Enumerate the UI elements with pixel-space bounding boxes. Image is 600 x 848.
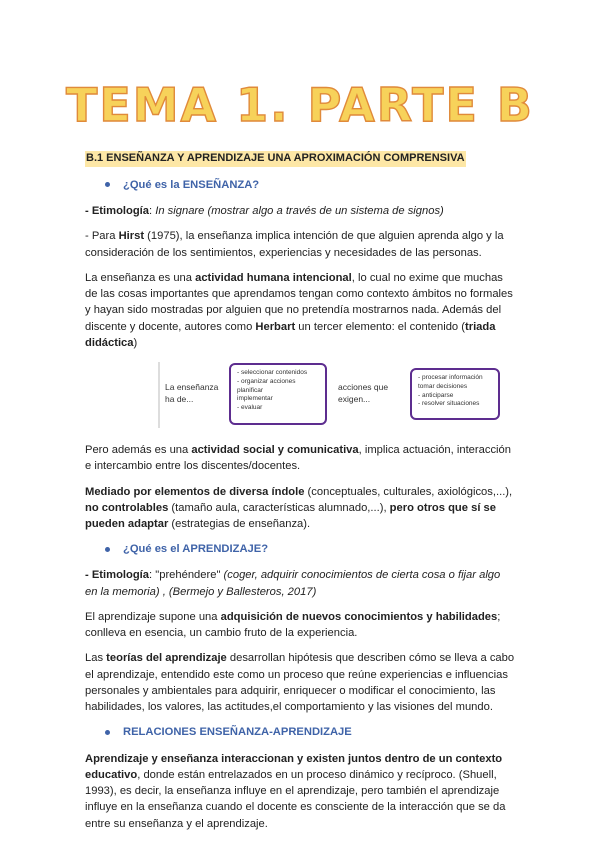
paragraph-relaciones: Aprendizaje y enseñanza interaccionan y existen juntos dentro de un contexto educativo, donde están entrelazados en un proceso dinámico y recíproco. (Shuell, 1993), es decir, la enseñanza influye en el aprendizaje, pero también el aprendizaje influye en la enseñanza cuando el docente es consciente de la interacción que se da entre su enseñanza y el aprendizaje. (85, 752, 506, 830)
diagram-divider (158, 362, 160, 428)
paragraph-actividad-social: Pero además es una actividad social y comunicativa, implica actuación, interacción e intercambio entre los discentes/docentes. (85, 444, 511, 473)
section-heading: B.1 ENSEÑANZA Y APRENDIZAJE UNA APROXIMACIÓN COMPRENSIVA (85, 151, 466, 167)
question-ensenanza: ¿Qué es la ENSEÑANZA? (105, 177, 515, 193)
paragraph-mediado: Mediado por elementos de diversa índole (conceptuales, culturales, axiológicos,...), no controlables (tamaño aula, características alumnado,...), pero otros que sí se pueden adaptar (estrategias de enseñanza). (85, 485, 513, 530)
paragraph-adquisicion: El aprendizaje supone una adquisición de nuevos conocimientos y habilidades; conlleva en esencia, un cambio fruto de la experiencia. (85, 610, 501, 640)
question-aprendizaje: ¿Qué es el APRENDIZAJE? (105, 541, 515, 557)
paragraph-hirst: - Para Hirst (1975), la enseñanza implica intención de que alguien aprenda algo y la consideración de los sentimientos, experiencias y necesidades de las personas. (85, 230, 504, 259)
paragraph-etimologia-1: - Etimología: In signare (mostrar algo a través de un sistema de signos) (85, 205, 444, 218)
ensenanza-diagram (85, 360, 515, 432)
diagram-box-actions: - seleccionar contenidos - organizar acciones planificar implementar - evaluar (229, 363, 327, 425)
page-title: TEMA 1. PARTE B (65, 78, 534, 132)
bullet-icon (105, 547, 110, 552)
bullet-icon (105, 730, 110, 735)
document-body (85, 150, 515, 841)
paragraph-etimologia-2: - Etimología: "prehéndere" (coger, adquirir conocimientos de cierta cosa o fijar algo en la memoria) , (Bermejo y Ballesteros, 2017) (85, 569, 501, 598)
paragraph-teorias: Las teorías del aprendizaje desarrollan hipótesis que describen cómo se lleva a cabo el aprendizaje, entendido este como un proceso que reúne experiencias e influencias personales y ambientales para adquirir, enriquecer o modificar el conocimiento, las habilidades, los valores, las actitudes,el comportamiento y las visiones del mundo. (85, 652, 515, 714)
bullet-icon (105, 182, 110, 187)
paragraph-actividad-humana: La enseñanza es una actividad humana intencional, lo cual no exime que muchas de las cosas importantes que aprendamos tengan como contexto ámbitos no formales y hayan sido mostradas por alguien que no pretendía mostrarnos nada. Además del discente y docente, autores como Herbart un tercer elemento: el contenido (triada didáctica) (85, 271, 513, 349)
diagram-box-requirements: - procesar información tomar decisiones - anticiparse - resolver situaciones (410, 368, 500, 420)
heading-relaciones: RELACIONES ENSEÑANZA-APRENDIZAJE (105, 724, 515, 740)
diagram-mid-label: acciones que exigen... (338, 382, 389, 404)
diagram-left-label: La enseñanza ha de... (165, 382, 219, 404)
